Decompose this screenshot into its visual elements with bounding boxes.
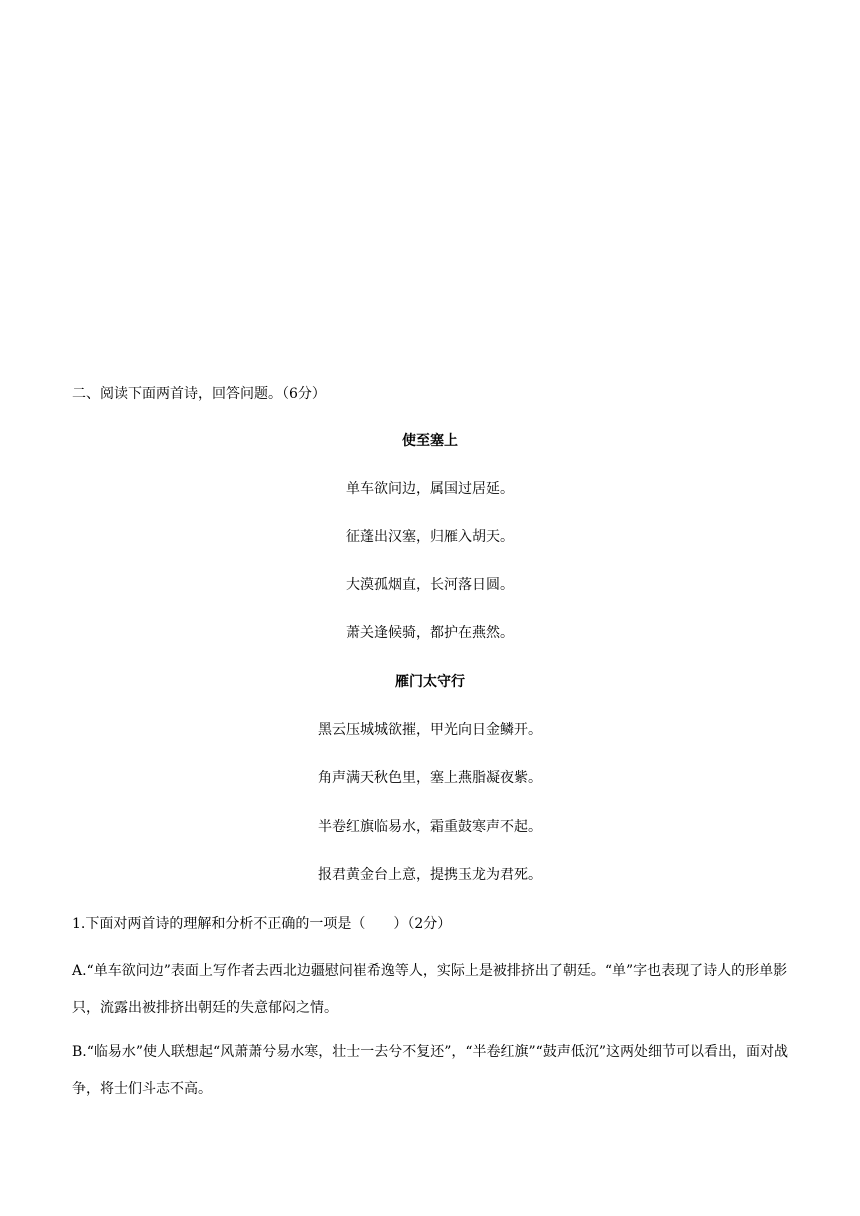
- poem1-line-3: 大漠孤烟直，长河落日圆。: [346, 577, 514, 593]
- poem2-line-1: 黑云压城城欲摧，甲光向日金鳞开。: [318, 722, 542, 738]
- poem1-line-1: 单车欲问边，属国过居延。: [346, 481, 514, 497]
- poem1-line-2: 征蓬出汉塞，归雁入胡天。: [346, 529, 514, 545]
- poem2-line-3: 半卷红旗临易水，霜重鼓寒声不起。: [318, 819, 542, 835]
- poem2-line-2: 角声满天秋色里，塞上燕脂凝夜紫。: [318, 770, 542, 786]
- question-1-option-b: B.“临易水”使人联想起“风萧萧兮易水寒，壮士一去兮不复还”，“半卷红旗”“鼓声低沉”这两处细节可以看出，面对战争，将士们斗志不高。: [72, 1044, 788, 1097]
- poem-title-shizhisaishang: 使至塞上: [402, 433, 458, 449]
- section-heading: 二、阅读下面两首诗，回答问题。（6分）: [72, 386, 326, 402]
- question-1-option-a: A.“单车欲问边”表面上写作者去西北边疆慰问崔希逸等人，实际上是被排挤出了朝廷。“单”字也表现了诗人的形单影只，流露出被排挤出朝廷的失意郁闷之情。: [72, 963, 788, 1016]
- poem1-line-4: 萧关逢候骑，都护在燕然。: [346, 625, 514, 641]
- poem-title-yanmentaishouxing: 雁门太守行: [395, 674, 465, 690]
- question-1-stem: 1.下面对两首诗的理解和分析不正确的一项是（ ）（2分）: [72, 916, 452, 932]
- poem2-line-4: 报君黄金台上意，提携玉龙为君死。: [318, 867, 542, 883]
